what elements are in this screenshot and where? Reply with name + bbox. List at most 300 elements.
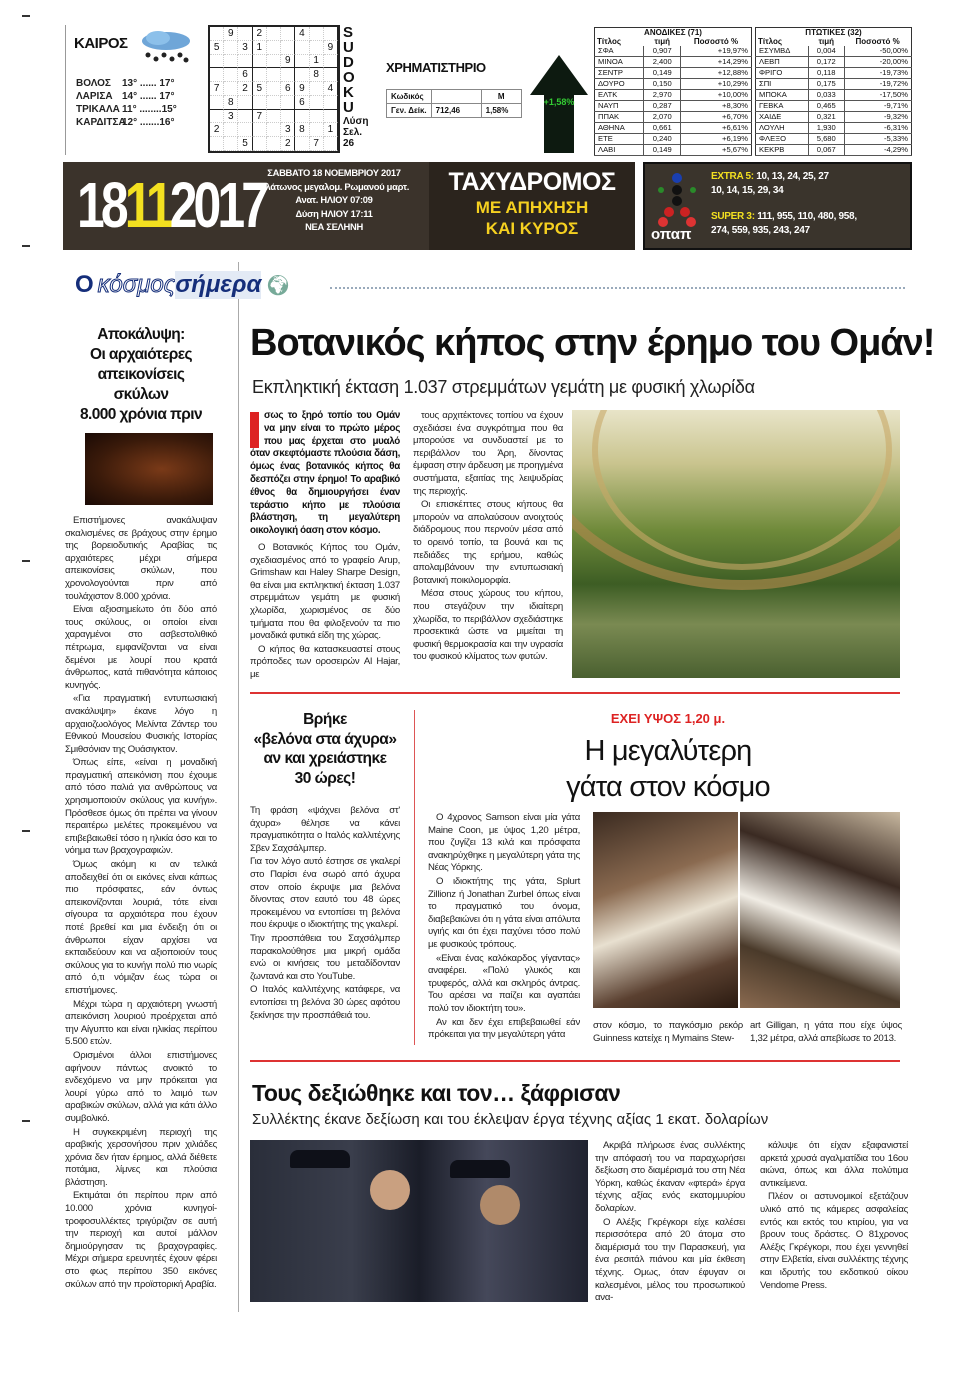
stock-price: 2,970 <box>643 90 681 101</box>
stock-change: -9,71% <box>844 101 911 112</box>
sudoku-label <box>343 25 373 149</box>
sudoku-cell <box>253 96 267 110</box>
stock-change: +6,19% <box>681 134 752 145</box>
sudoku-cell: 9 <box>295 82 309 96</box>
index-table <box>386 89 522 118</box>
art-headline: Τους δεξιώθηκε και τον… ξάφρισαν <box>252 1080 621 1106</box>
main-body-col2 <box>413 410 563 665</box>
stock-price: 0,004 <box>808 46 844 57</box>
headline-line: αν και χρειάστηκε <box>263 750 387 767</box>
weather-title: ΚΑΙΡΟΣ <box>74 35 128 52</box>
art-body-col1 <box>595 1140 745 1306</box>
stock-change: +6,70% <box>681 112 752 123</box>
column-header: Τίτλος <box>597 37 622 46</box>
globe-icon: 🌍︎ <box>265 274 291 297</box>
sudoku-cell: 5 <box>238 137 252 151</box>
sudoku-cell: 6 <box>238 68 252 82</box>
stock-symbol: ΦΛΕΞΟ <box>756 134 809 145</box>
stock-exchange-title: ΧΡΗΜΑΤΙΣΤΗΡΙΟ <box>386 60 486 75</box>
temperature-range: 13° ...... 17° <box>122 78 175 89</box>
table-row <box>595 57 752 68</box>
date-info-line: ΣΑΒΒΑΤΟ 18 ΝΟΕΜΒΡΙΟΥ 2017 <box>267 167 401 178</box>
lead-text: σως το ξηρό τοπίο του Ομάν να μην είναι το πρώτο μέρος που μας έρχεται στο μυαλό όταν σκεφτόμαστε πλούσια δάση, όμως ένας βοτανικός κήπος θα δεσπόζει στην έρημο! Το αραβικό έθνος θα δημιουργήσει έναν τεράστιο κήπο με πλούσια βλάστηση, τη μεγαλύτερη οικολογική όαση στον κόσμο. <box>250 410 400 537</box>
sudoku-cell: 1 <box>310 55 324 69</box>
table-row <box>756 123 912 134</box>
stock-change: +10,00% <box>681 90 752 101</box>
city-name: ΛΑΡΙΣΑ <box>76 91 113 102</box>
sudoku-cell <box>267 96 281 110</box>
margin-mark <box>22 1120 30 1122</box>
index-header <box>431 90 481 104</box>
sudoku-cell: 3 <box>224 110 238 124</box>
opap-results <box>643 162 912 250</box>
sudoku-cell: 8 <box>310 68 324 82</box>
stock-change: -9,32% <box>844 112 911 123</box>
date-banner <box>63 162 635 250</box>
main-subtitle: Εκπληκτική έκταση 1.037 στρεμμάτων γεμάτη με φυσική χλωρίδα <box>252 377 755 397</box>
headline-line: 30 ώρες! <box>294 769 356 787</box>
section-logo <box>75 268 291 302</box>
sudoku-cell: 7 <box>310 137 324 151</box>
stock-price: 0,150 <box>643 79 681 90</box>
sudoku-cell: 1 <box>253 41 267 55</box>
section-divider <box>250 692 900 694</box>
rock-art-photo <box>85 433 213 505</box>
stock-symbol: ΜΙΝΟΑ <box>595 57 644 68</box>
headline-line: Οι αρχαιότερες <box>90 346 192 363</box>
stock-symbol: ΕΣΥΜΒΔ <box>756 46 809 57</box>
table-row <box>756 46 912 57</box>
date-info-line: ΝΕΑ ΣΕΛΗΝΗ <box>305 221 363 232</box>
index-header: Μ <box>481 90 521 104</box>
stock-symbol: ΠΠΑΚ <box>595 112 644 123</box>
sudoku-cell <box>267 82 281 96</box>
stock-symbol: ΛΟΥΛΗ <box>756 123 809 134</box>
needle-headline <box>250 710 400 788</box>
up-arrow-icon <box>530 55 588 153</box>
table-row <box>756 101 912 112</box>
sudoku-cell <box>310 110 324 124</box>
sudoku-cell <box>267 27 281 41</box>
stock-symbol: ΜΠΟΚΑ <box>756 90 809 101</box>
weather-city-row <box>76 116 177 129</box>
sudoku-cell <box>224 137 238 151</box>
column-header: Τίτλος <box>758 37 783 46</box>
sudoku-cell <box>324 55 338 69</box>
section-logo-kosmos: κόσμος <box>97 271 176 298</box>
date-month: 11 <box>124 169 170 241</box>
sudoku-cell <box>310 41 324 55</box>
cat-body <box>428 812 580 1043</box>
sudoku-cell <box>238 55 252 69</box>
super3-numbers: 111, 955, 110, 480, 958, <box>757 211 857 222</box>
sudoku-cell <box>224 82 238 96</box>
table-row <box>756 79 912 90</box>
index-value: 712,46 <box>431 104 481 118</box>
cat-photo <box>593 812 738 1008</box>
index-change-label: +1,58% <box>543 97 575 107</box>
stock-change: -20,00% <box>844 57 911 68</box>
stock-change: +8,30% <box>681 101 752 112</box>
paragraph: Επιστήμονες ανακάλυψαν σκαλισμένες σε βράχους στην έρημο της βορειοδυτικής Αραβίας τις αρχαιότερες μέχρι σήμερα απεικονίσεις σκύλων, που χρονολογούνται πριν από τουλάχιστον 8.000 χρόνια. <box>65 515 217 602</box>
sudoku-cell: 7 <box>253 110 267 124</box>
sudoku-cell <box>310 96 324 110</box>
masthead-slogan: ΚΑΙ ΚΥΡΟΣ <box>485 219 579 238</box>
table-row <box>756 112 912 123</box>
table-row <box>756 134 912 145</box>
art-body-col2 <box>760 1140 908 1293</box>
stock-price: 0,907 <box>643 46 681 57</box>
sudoku-cell <box>281 41 295 55</box>
weather-city-row <box>76 77 177 90</box>
weather-city-row <box>76 90 177 103</box>
sudoku-cell <box>224 41 238 55</box>
stock-symbol: ΝΑΥΠ <box>595 101 644 112</box>
stock-change: +14,29% <box>681 57 752 68</box>
paragraph: Μέσα στους χώρους του κήπου, που στεγάζουν την ιδιαίτερη χλωρίδα, το περιβάλλον σχεδιάστηκε προσεκτικά ώστε να μιμείται τη φυσική θερμοκρασία και την υγρασία του φυσικού κλίματος των φυτών. <box>413 588 563 663</box>
table-title: ΑΝΟΔΙΚΕΣ (71) <box>644 28 702 37</box>
section-logo-simera: σήμερα <box>175 271 262 298</box>
stock-symbol: ΓΕΒΚΑ <box>756 101 809 112</box>
sudoku-cell: 2 <box>210 123 224 137</box>
headline-line: Η μεγαλύτερη <box>584 735 752 767</box>
stock-change: -5,33% <box>844 134 911 145</box>
stock-price: 0,465 <box>808 101 844 112</box>
stock-price: 0,172 <box>808 57 844 68</box>
sudoku-cell <box>324 68 338 82</box>
sudoku-cell <box>295 55 309 69</box>
temperature-range: 11° ........15° <box>122 104 177 115</box>
city-name: ΚΑΡΔΙΤΣΑ <box>76 117 126 128</box>
sudoku-cell <box>281 110 295 124</box>
table-row <box>595 145 752 156</box>
paragraph: Η συγκεκριμένη περιοχή της αραβικής χερσονήσου πριν χιλιάδες χρόνια δεν ήταν έρημος, αλλά διέθετε ποτάμια, λίμνες και πλούσια βλάστηση. <box>65 1126 217 1188</box>
table-row <box>595 112 752 123</box>
big-date <box>77 168 265 242</box>
sudoku-cell: 2 <box>281 137 295 151</box>
stock-price: 2,400 <box>643 57 681 68</box>
sudoku-cell <box>267 41 281 55</box>
paragraph: Πλέον οι αστυνομικοί εξετάζουν υλικό από τις κάμερες ασφαλείας εντός και εκτός του κτιρίου, για να βρουν τους δράστες. Ο 81χρονος Αλέξις Γκρέγκορι, που έχει γεννηθεί στην Ελβετία, είναι συλλέκτης τέχνης και ιδρυτής του εκδοτικού οίκου Vendome Press. <box>760 1191 908 1291</box>
sudoku-cell <box>310 82 324 96</box>
sudoku-cell: 1 <box>324 123 338 137</box>
table-row <box>595 79 752 90</box>
stock-price: 0,118 <box>808 68 844 79</box>
sudoku-cell: 9 <box>224 27 238 41</box>
paragraph: Για τον λόγο αυτό έστησε σε γκαλερί στο Παρίσι ένα σωρό από άχυρα στον οποίο έκρυψε μια βελόνα δίνοντας στον εαυτό του 48 ώρες προκειμένου να εντοπίσει τη βελόνα που έκρυψε ο ιδιοκτήτης της γκαλερί. <box>250 856 400 931</box>
section-divider <box>330 287 905 289</box>
sudoku-letter: S <box>343 24 354 41</box>
index-header: Κωδικός <box>387 90 432 104</box>
super3-numbers: 274, 559, 935, 243, 247 <box>711 225 810 236</box>
sudoku-cell <box>324 27 338 41</box>
paragraph: Εκτιμάται ότι περίπου πριν από 10.000 χρόνια κυνηγοί-τροφοσυλλέκτες τριγύριζαν σε αυτή την περιοχή και αυτοί μάλλον δημιούργησαν τις βραχογραφίες. Μέχρι σήμερα ερευνητές έχουν φέρει στο φως περίπου 350 εικόνες σκύλων από την προϊστορική Αραβία. <box>65 1190 217 1290</box>
index-name: Γεν. Δείκ. <box>387 104 432 118</box>
table-row <box>756 145 912 156</box>
margin-mark <box>22 830 30 832</box>
stock-symbol: ΣΕΝΤΡ <box>595 68 644 79</box>
sudoku-cell <box>267 110 281 124</box>
sudoku-cell <box>253 68 267 82</box>
paragraph: κάλυψε ότι είχαν εξαφανιστεί αρκετά χρυσά αγαλματίδια του 16ου αιώνα, όπως και άλλα πολύτιμα αντικείμενα. <box>760 1140 908 1189</box>
stock-price: 0,175 <box>808 79 844 90</box>
date-day: 18 <box>77 169 125 241</box>
paragraph: Ορισμένοι άλλοι επιστήμονες αφήνουν πάντως ανοικτό το ενδεχόμενο να μην πρόκειται για λουρί γύρω από το λαιμό των αραβικών σκύλων, αλλά για κάτι άλλο συμβολικό. <box>65 1049 217 1124</box>
column-divider <box>414 710 415 1045</box>
date-info-line: Ανατ. ΗΛΙΟΥ 07:09 <box>295 194 373 205</box>
stock-change: -19,73% <box>844 68 911 79</box>
sudoku-solution-note: Λύση Σελ. 26 <box>343 116 369 149</box>
stock-change: +10,29% <box>681 79 752 90</box>
masthead-slogan: ΜΕ ΑΠΗΧΗΣΗ <box>475 198 589 217</box>
headline-line: «βελόνα στα άχυρα» <box>253 730 397 748</box>
cat-headline <box>428 733 908 805</box>
sudoku-cell: 4 <box>295 27 309 41</box>
paragraph: «Είναι ένας καλόκαρδος γίγαντας» αναφέρει. «Πολύ γλυκός και τρυφερός, αλλά και σκληρός άντρας. Του αρέσει να παίζει και αγαπάει πολύ τον ιδιοκτήτη του». <box>428 952 580 1014</box>
section-logo-o: Ο <box>75 271 94 298</box>
headline-line: γάτα στον κόσμο <box>566 771 770 803</box>
section-divider <box>250 1060 900 1062</box>
masthead <box>429 162 635 250</box>
date-year: 2017 <box>169 169 266 241</box>
sudoku-cell <box>210 55 224 69</box>
needle-body <box>250 805 400 1023</box>
stock-price: 0,149 <box>643 145 681 156</box>
paragraph: Όμως ακόμη κι αν τελικά αποδειχθεί ότι οι εικόνες είναι κάπως πιο πρόσφατες, εάν όντως απεικονίζονται λουριά, τότε είναι σίγουρα τα αρχαιότερα που έχουν ποτέ βρεθεί και μια ένδειξη ότι οι άνθρωποι είχαν αρχίσει να εκπαιδεύουν και να αξιοποιούν τους σκύλους για το κυνήγι πολύ πιο νωρίς από ό,τι νόμιζαν έως τώρα οι επιστήμονες. <box>65 859 217 996</box>
cat-body-continued: art Gilligan, η γάτα που είχε ύψος 1,32 μέτρα, αλλά απεβίωσε το 2013. <box>750 1020 902 1044</box>
headline-line: απεικονίσεις <box>97 366 185 383</box>
masthead-title: ΤΑΧΥΔΡΟΜΟΣ <box>448 168 616 196</box>
stock-price: 1,930 <box>808 123 844 134</box>
paragraph: τους αρχιτέκτονες τοπίου να έχουν σχεδιάσει ένα συγκρότημα που θα μπορούσε να συνδυαστεί με το περιβάλλον του Άρη, δίνοντας έμφαση στην άρδευση με προηγμένα συστήματα, εξαιτίας της λειψυδρίας της περιοχής. <box>413 410 563 497</box>
sudoku-cell <box>281 68 295 82</box>
left-article-body <box>65 515 217 1292</box>
stock-price: 0,287 <box>643 101 681 112</box>
headline-line: Βρήκε <box>303 711 347 728</box>
headline-line: Αποκάλυψη: <box>97 326 185 343</box>
sudoku-cell <box>267 123 281 137</box>
opap-numbers <box>711 170 857 238</box>
police-photo <box>250 1140 588 1302</box>
paragraph: Ο Αλέξις Γκρέγκορι είχε καλέσει περισσότερα από 20 άτομα στο διαμέρισμά του την Παρασκευή, για ένα ρεσιτάλ πιάνου και μία έκθεση τέχνης. Ομως, όταν έφυγαν οι καλεσμένοι, μέλος του προσωπικού ανα- <box>595 1216 745 1304</box>
sudoku-letter: O <box>343 69 355 86</box>
stock-price: 0,321 <box>808 112 844 123</box>
table-row <box>756 57 912 68</box>
sudoku-cell <box>295 137 309 151</box>
table-row <box>595 90 752 101</box>
table-title: ΠΤΩΤΙΚΕΣ (32) <box>805 28 862 37</box>
sudoku-cell <box>324 110 338 124</box>
stock-change: -50,00% <box>844 46 911 57</box>
sudoku-cell: 5 <box>253 82 267 96</box>
city-name: ΒΟΛΟΣ <box>76 78 111 89</box>
sudoku-cell <box>324 137 338 151</box>
sudoku-cell <box>210 96 224 110</box>
stock-symbol: ΣΦΑ <box>595 46 644 57</box>
stock-price: 0,240 <box>643 134 681 145</box>
sudoku-cell <box>210 68 224 82</box>
table-row <box>595 134 752 145</box>
paragraph: «Για πραγματική εντυπωσιακή ανακάλυψη» έκανε λόγο η αρχαιοζωολόγος Μελίντα Ζάντερ του Εθνικού Μουσείου Φυσικής Ιστορίας Σμιθσόνιαν της Ουάσιγκτον. <box>65 693 217 755</box>
sudoku-cell: 2 <box>238 82 252 96</box>
weather-box <box>65 25 205 155</box>
extra5-label: EXTRA 5: <box>711 171 754 182</box>
paragraph: Μέχρι τώρα η αρχαιότερη γνωστή απεικόνιση λουριού προέρχεται από την Αίγυπτο και είναι ηλικίας περίπου 5.500 ετών. <box>65 998 217 1048</box>
sudoku-cell <box>253 123 267 137</box>
stock-symbol: ΑΘΗΝΑ <box>595 123 644 134</box>
cat-body-continued: στον κόσμο, το παγκόσμιο ρεκόρ Guinness κατείχε η Mymains Stew- <box>593 1020 743 1044</box>
sudoku-letter: K <box>343 84 354 101</box>
stock-change: -17,50% <box>844 90 911 101</box>
sudoku-cell: 5 <box>210 41 224 55</box>
paragraph: Τη φράση «ψάχνει βελόνα στ' άχυρα» θέλησε να κάνει πραγματικότητα ο Ιταλός καλλιτέχνης Σβεν Σαχσάλμπερ. <box>250 805 400 854</box>
sudoku-cell: 9 <box>281 55 295 69</box>
sudoku-cell <box>295 110 309 124</box>
paragraph: Ακριβά πλήρωσε ένας συλλέκτης την απόφασή του να παραχωρήσει δεξίωση στο διαμέρισμά του στη Νέα Υόρκη, καθώς έκαναν «φτερά» έργα τέχνης αξίας ενός εκατομμυρίου δολαρίων. <box>595 1140 745 1214</box>
index-change: 1,58% <box>481 104 521 118</box>
sudoku-cell <box>253 55 267 69</box>
table-row <box>595 101 752 112</box>
botanic-garden-photo <box>572 410 900 678</box>
paragraph: Ο Βοτανικός Κήπος του Ομάν, σχεδιασμένος από το γραφείο Arup, Grimshaw και Haley Sharpe Design, θα είναι μια εκπληκτική έκταση 1.037 στρεμμάτων γεμάτη με φυσική χλωρίδα, χωρισμένος σε δύο τμήματα που θα φιλοξενούν τα πιο μοναδικά φυτικά είδη της χώρας. <box>250 542 400 642</box>
paragraph: Ο 4χρονος Samson είναι μία γάτα Maine Coon, με ύψος 1,20 μέτρα, που ζυγίζει 13 κιλά και πρόσφατα ανακηρύχθηκε η μεγαλύτερη γάτα της Νέας Υόρκης. <box>428 812 580 874</box>
temperature-range: 14° ...... 17° <box>122 91 175 102</box>
date-info-line: Πλάτωνος μεγαλομ. Ρωμανού μαρτ. <box>258 180 410 192</box>
sudoku-cell <box>238 123 252 137</box>
table-row <box>595 68 752 79</box>
gainers-table <box>594 27 752 156</box>
stock-change: +12,88% <box>681 68 752 79</box>
sudoku-cell <box>238 96 252 110</box>
sudoku-letter: U <box>343 99 354 116</box>
sudoku-cell <box>281 27 295 41</box>
stock-symbol: ΛΕΒΠ <box>756 57 809 68</box>
sudoku-cell <box>281 96 295 110</box>
table-row <box>595 123 752 134</box>
art-subtitle: Συλλέκτης έκανε δεξίωση και του έκλεψαν έργα τέχνης αξίας 1 εκατ. δολαρίων <box>252 1111 769 1128</box>
main-lead <box>250 410 400 538</box>
weather-city-list <box>76 77 177 129</box>
stock-change: -4,29% <box>844 145 911 156</box>
paragraph: Ο κήπος θα κατασκευαστεί στους πρόποδες των οροσειρών Al Hajar, με <box>250 643 400 680</box>
sudoku-cell: 6 <box>295 96 309 110</box>
sudoku-cell: 3 <box>281 123 295 137</box>
table-row <box>595 46 752 57</box>
sudoku-cell <box>310 27 324 41</box>
margin-mark <box>22 560 30 562</box>
sudoku-cell <box>310 123 324 137</box>
sudoku-cell <box>224 68 238 82</box>
sudoku-cell: 2 <box>253 27 267 41</box>
main-body-col1 <box>250 542 400 683</box>
stock-symbol: ΣΠΙ <box>756 79 809 90</box>
stock-change: +6,61% <box>681 123 752 134</box>
stock-symbol: ΕΤΕ <box>595 134 644 145</box>
opap-logo-text: οπαπ <box>651 226 692 243</box>
sudoku-cell: 7 <box>210 82 224 96</box>
date-info <box>253 166 415 234</box>
sudoku-cell <box>324 96 338 110</box>
column-header: τιμή <box>818 37 835 46</box>
sudoku-cell <box>267 55 281 69</box>
sudoku-cell <box>224 123 238 137</box>
paragraph: Ο Ιταλός καλλιτέχνης κατάφερε, να εντοπίσει τη βελόνα 30 ώρες αφότου ξεκίνησε την προσπάθειά του. <box>250 984 400 1021</box>
super3-label: SUPER 3: <box>711 211 755 222</box>
sudoku-cell <box>267 137 281 151</box>
paragraph: Οι επισκέπτες στους κήπους θα μπορούν να απολαύσουν ανοιχτούς διάδρομους που περνούν μέσα από το ορεινό τοπίο, τα βουνά και τις πεδιάδες της ερήμου, καθώς απολαμβάνουν την εντυπωσιακή βοτανική ποικιλομορφία. <box>413 499 563 586</box>
sudoku-cell: 8 <box>224 96 238 110</box>
stock-symbol: ΦΡΙΓΟ <box>756 68 809 79</box>
cat-kicker: ΕΧΕΙ ΥΨΟΣ 1,20 μ. <box>610 711 726 726</box>
stock-symbol: ΕΛΤΚ <box>595 90 644 101</box>
stock-price: 0,661 <box>643 123 681 134</box>
column-header: Ποσοστό % <box>855 37 900 46</box>
table-row <box>756 90 912 101</box>
date-info-line: Δύση ΗΛΙΟΥ 17:11 <box>295 207 373 219</box>
sudoku-cell: 3 <box>238 41 252 55</box>
stock-symbol: ΧΑΙΔΕ <box>756 112 809 123</box>
column-header: Ποσοστό % <box>693 37 739 46</box>
stock-symbol: ΔΟΥΡΟ <box>595 79 644 90</box>
sudoku-cell <box>238 27 252 41</box>
sudoku-cell <box>224 55 238 69</box>
table-row <box>756 68 912 79</box>
sudoku-cell <box>253 137 267 151</box>
stock-price: 0,067 <box>808 145 844 156</box>
paragraph: Αν και δεν έχει επιβεβαιωθεί εάν πρόκειται για την μεγαλύτερη γάτα <box>428 1016 580 1041</box>
rain-cloud-icon <box>138 29 194 67</box>
sudoku-cell: 8 <box>295 123 309 137</box>
stock-price: 2,070 <box>643 112 681 123</box>
stock-change: +19,97% <box>681 46 752 57</box>
stock-price: 0,033 <box>808 90 844 101</box>
sudoku-letter: U <box>343 39 354 56</box>
main-headline: Βοτανικός κήπος στην έρημο του Ομάν! <box>250 322 935 364</box>
margin-mark <box>22 15 30 17</box>
sudoku-cell <box>210 27 224 41</box>
stock-change: +5,67% <box>681 145 752 156</box>
headline-line: 8.000 χρόνια πριν <box>79 406 203 423</box>
city-name: ΤΡΙΚΑΛΑ <box>76 104 120 115</box>
weather-city-row <box>76 103 177 116</box>
column-header: τιμή <box>654 37 670 46</box>
losers-table <box>755 27 912 156</box>
paragraph: Όπως είπε, «είναι η μοναδική πραγματική απεικόνιση που έχουμε από τόσο παλιά για ανθρώπους να χρησιμοποιούν σκύλους για κυνήγι». Πρόσθεσε όμως ότι πρέπει να γίνουν περαιτέρω μελέτες προκειμένου να επιβεβαιωθεί τόσο η ηλικία όσο και το νόημα των βραχογραφιών. <box>65 757 217 857</box>
sudoku-cell: 4 <box>324 82 338 96</box>
headline-line: σκύλων <box>113 386 169 403</box>
sudoku-cell <box>295 68 309 82</box>
stock-price: 5,680 <box>808 134 844 145</box>
temperature-range: 12° .......16° <box>122 117 175 128</box>
stock-symbol: ΚΕΚΡΒ <box>756 145 809 156</box>
dropcap <box>250 412 259 448</box>
sudoku-cell <box>238 110 252 124</box>
sudoku-letter: D <box>343 54 354 71</box>
paragraph: Ο ιδιοκτήτης της γάτα, Splurt Zillionz ή Jonathan Zurbel όπως είναι το πραγματικό του όνομα, διαβεβαιώνει ότι η γάτα είναι απόλυτα υγιής και ότι έχει παχύνει τόσο πολύ με φυσικούς τρόπους. <box>428 875 580 950</box>
cat-photo <box>740 812 900 1008</box>
sudoku-cell: 6 <box>281 82 295 96</box>
stock-symbol: ΛΑΒΙ <box>595 145 644 156</box>
margin-mark <box>22 245 30 247</box>
extra5-numbers: 10, 13, 24, 25, 27 <box>756 171 829 182</box>
sudoku-cell <box>295 41 309 55</box>
paragraph: Την προσπάθεια του Σαχσάλμπερ παρακολούθησε μια μικρή ομάδα ενώ οι κινήσεις του μεταδίδονταν ζωντανά και στο YouTube. <box>250 932 400 982</box>
stock-change: -19,72% <box>844 79 911 90</box>
sudoku-cell <box>210 137 224 151</box>
sudoku-cell <box>267 68 281 82</box>
stock-price: 0,149 <box>643 68 681 79</box>
left-article-headline <box>65 325 217 425</box>
